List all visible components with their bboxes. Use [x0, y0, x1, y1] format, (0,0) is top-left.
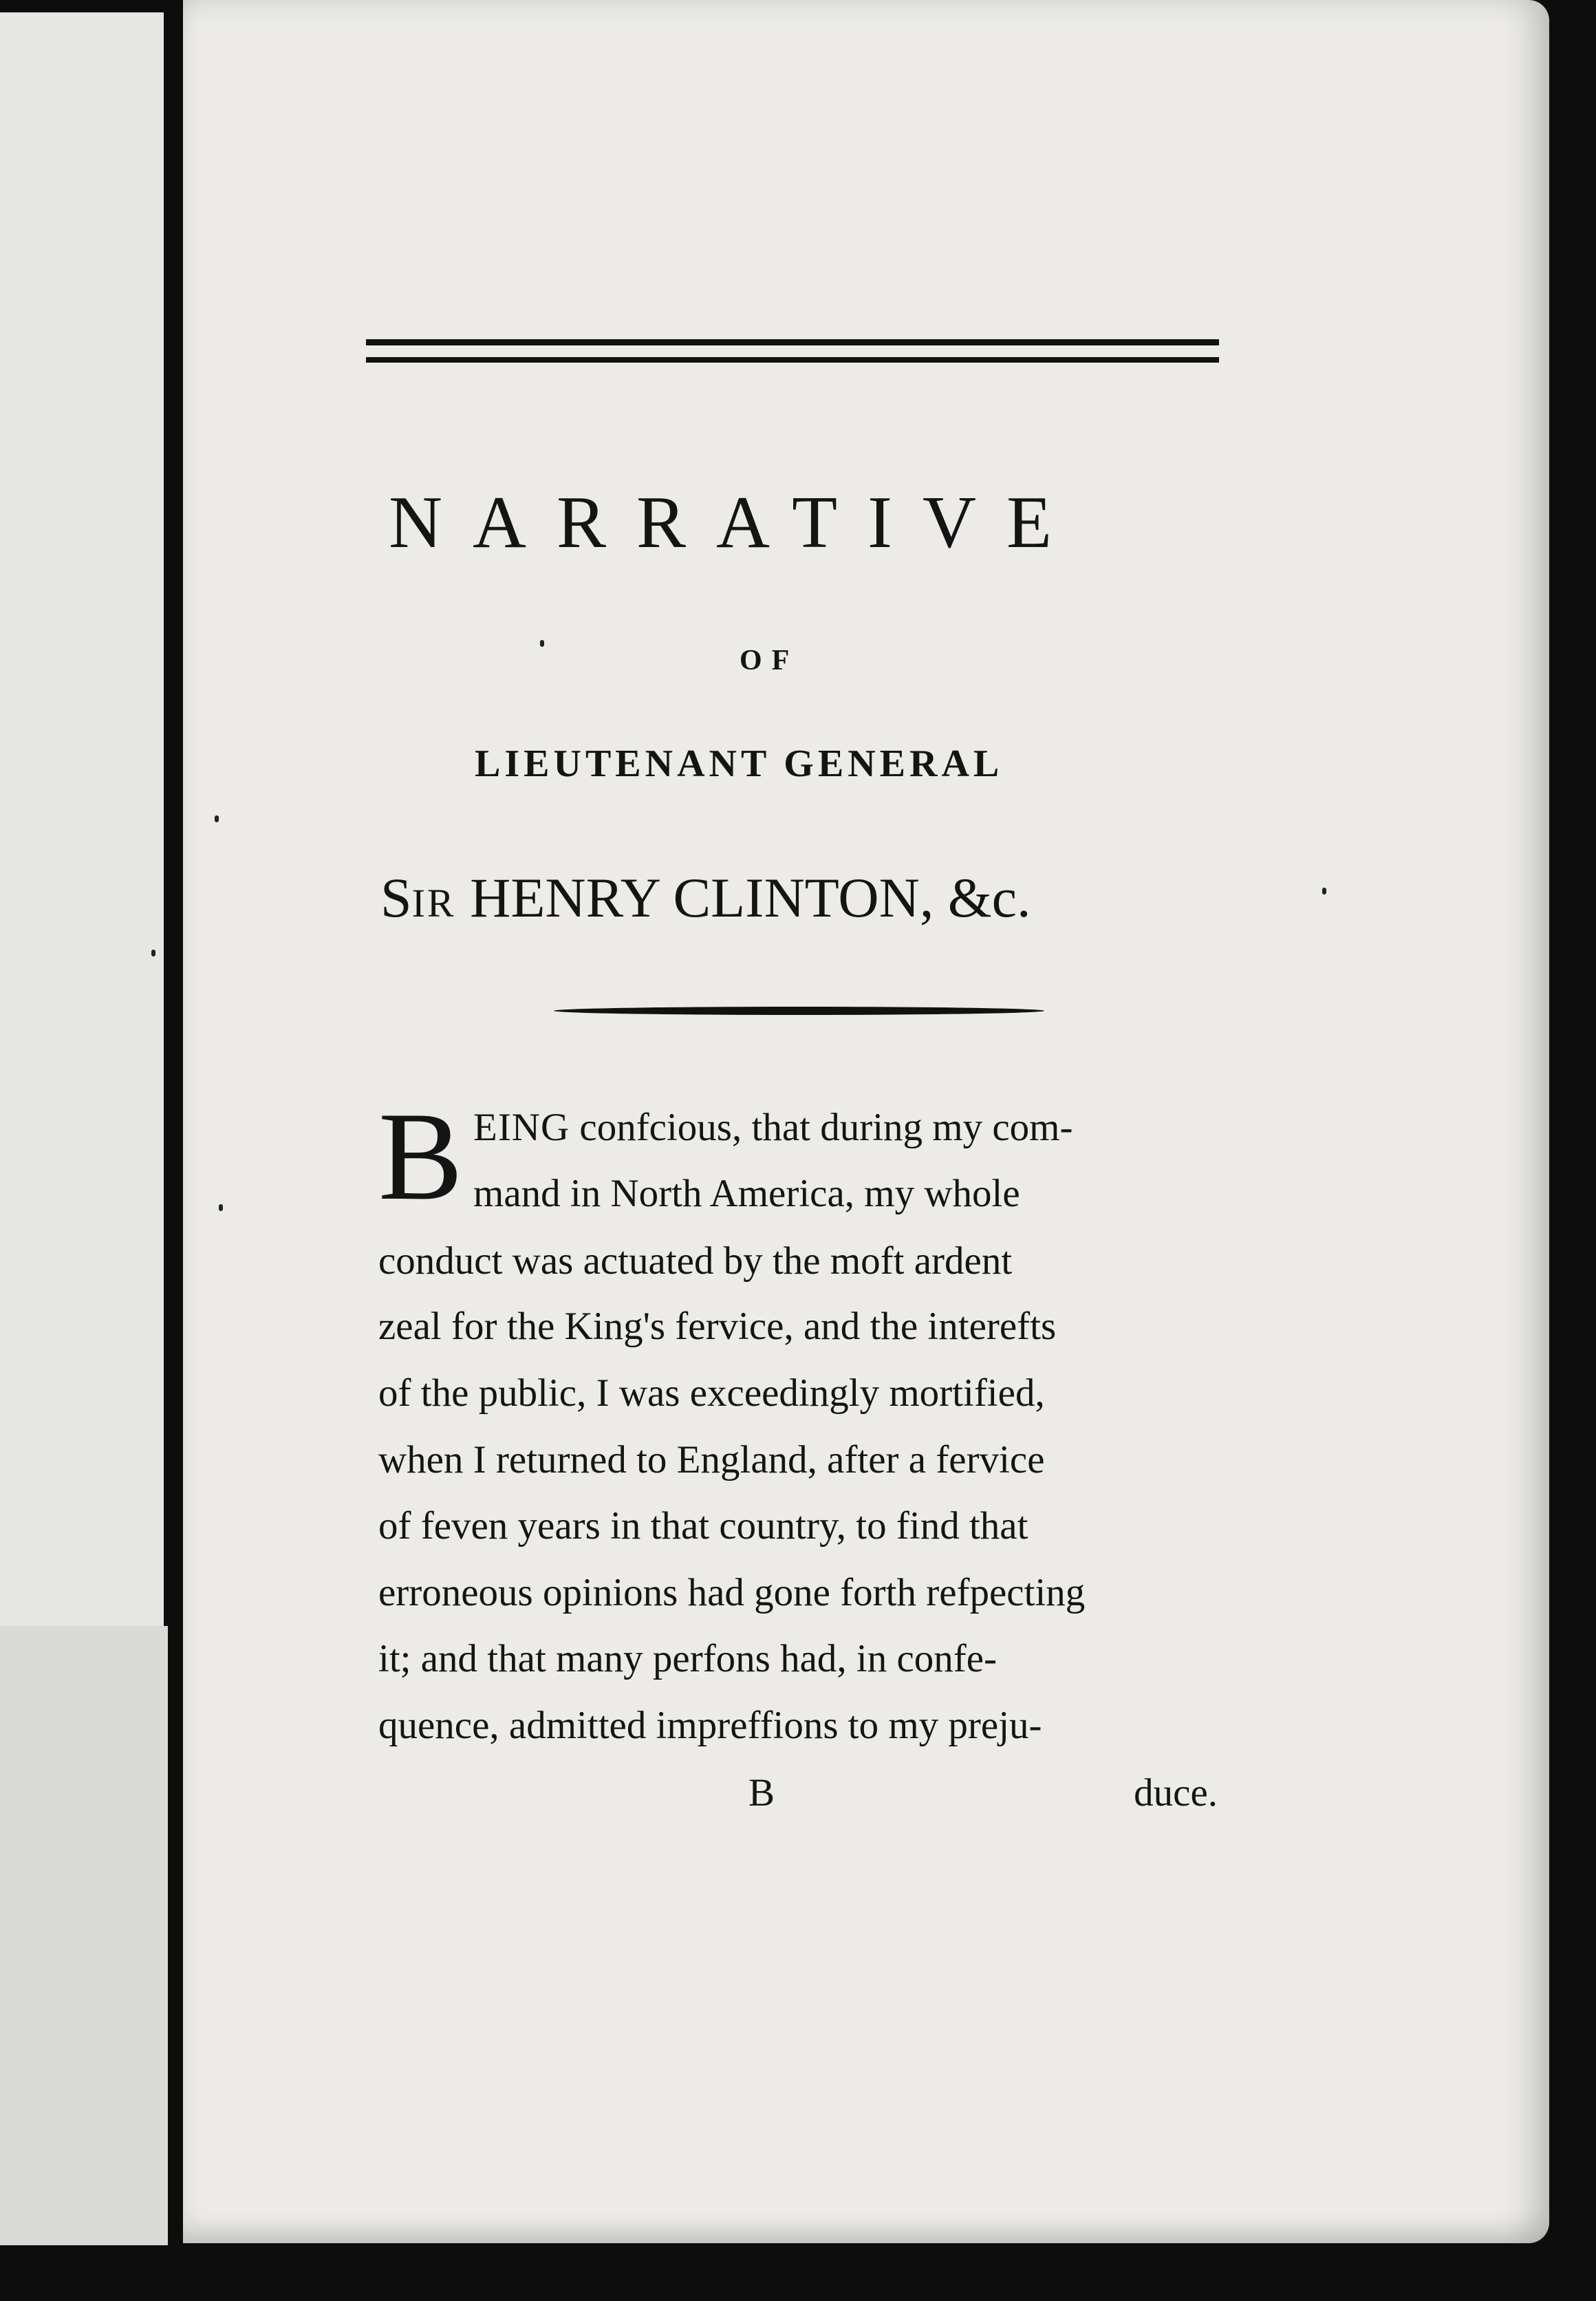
body-line-4: zeal for the King's fervice, and the interefts [378, 1305, 1057, 1348]
facing-page-lower-edge [0, 1626, 168, 2245]
page-title: NARRATIVE [389, 482, 1082, 564]
author-rank: LIEUTENANT GENERAL [475, 742, 1004, 785]
body-line-6: when I returned to England, after a fervice [378, 1438, 1045, 1481]
bleed-through-line [582, 303, 590, 341]
ink-speck [215, 815, 219, 822]
body-line-7: of feven years in that country, to find that [378, 1504, 1028, 1548]
signature-mark: B [748, 1771, 775, 1815]
body-line-10: quence, admitted impreffions to my preju- [378, 1704, 1042, 1747]
sir-initial: S [380, 866, 412, 929]
body-line-9: it; and that many perfons had, in confe- [378, 1637, 998, 1680]
author-full-name: HENRY CLINTON, &c. [455, 866, 1031, 929]
drop-cap: B [378, 1086, 463, 1226]
body-line-8: erroneous opinions had gone forth refpecting [378, 1571, 1086, 1614]
catchword: duce. [1134, 1771, 1218, 1815]
first-word-rest: EING [473, 1106, 570, 1149]
body-line-1 [473, 1104, 1216, 1152]
title-connector: OF [740, 645, 799, 676]
ink-speck [1322, 888, 1326, 895]
double-rule-ornament [366, 339, 1219, 363]
body-line-5: of the public, I was exceedingly mortified, [378, 1371, 1045, 1415]
single-rule-ornament [554, 1007, 1044, 1015]
facing-page-edge [0, 12, 164, 1626]
sir-small-caps: IR [411, 881, 456, 925]
body-text: confcious, that during my com- [570, 1106, 1073, 1149]
author-name [380, 860, 1233, 936]
body-line-3: conduct was actuated by the moft ardent [378, 1239, 1013, 1283]
ink-speck [151, 950, 155, 956]
ink-speck [540, 640, 544, 647]
body-line-2: mand in North America, my whole [473, 1172, 1020, 1215]
ink-speck [219, 1204, 223, 1211]
